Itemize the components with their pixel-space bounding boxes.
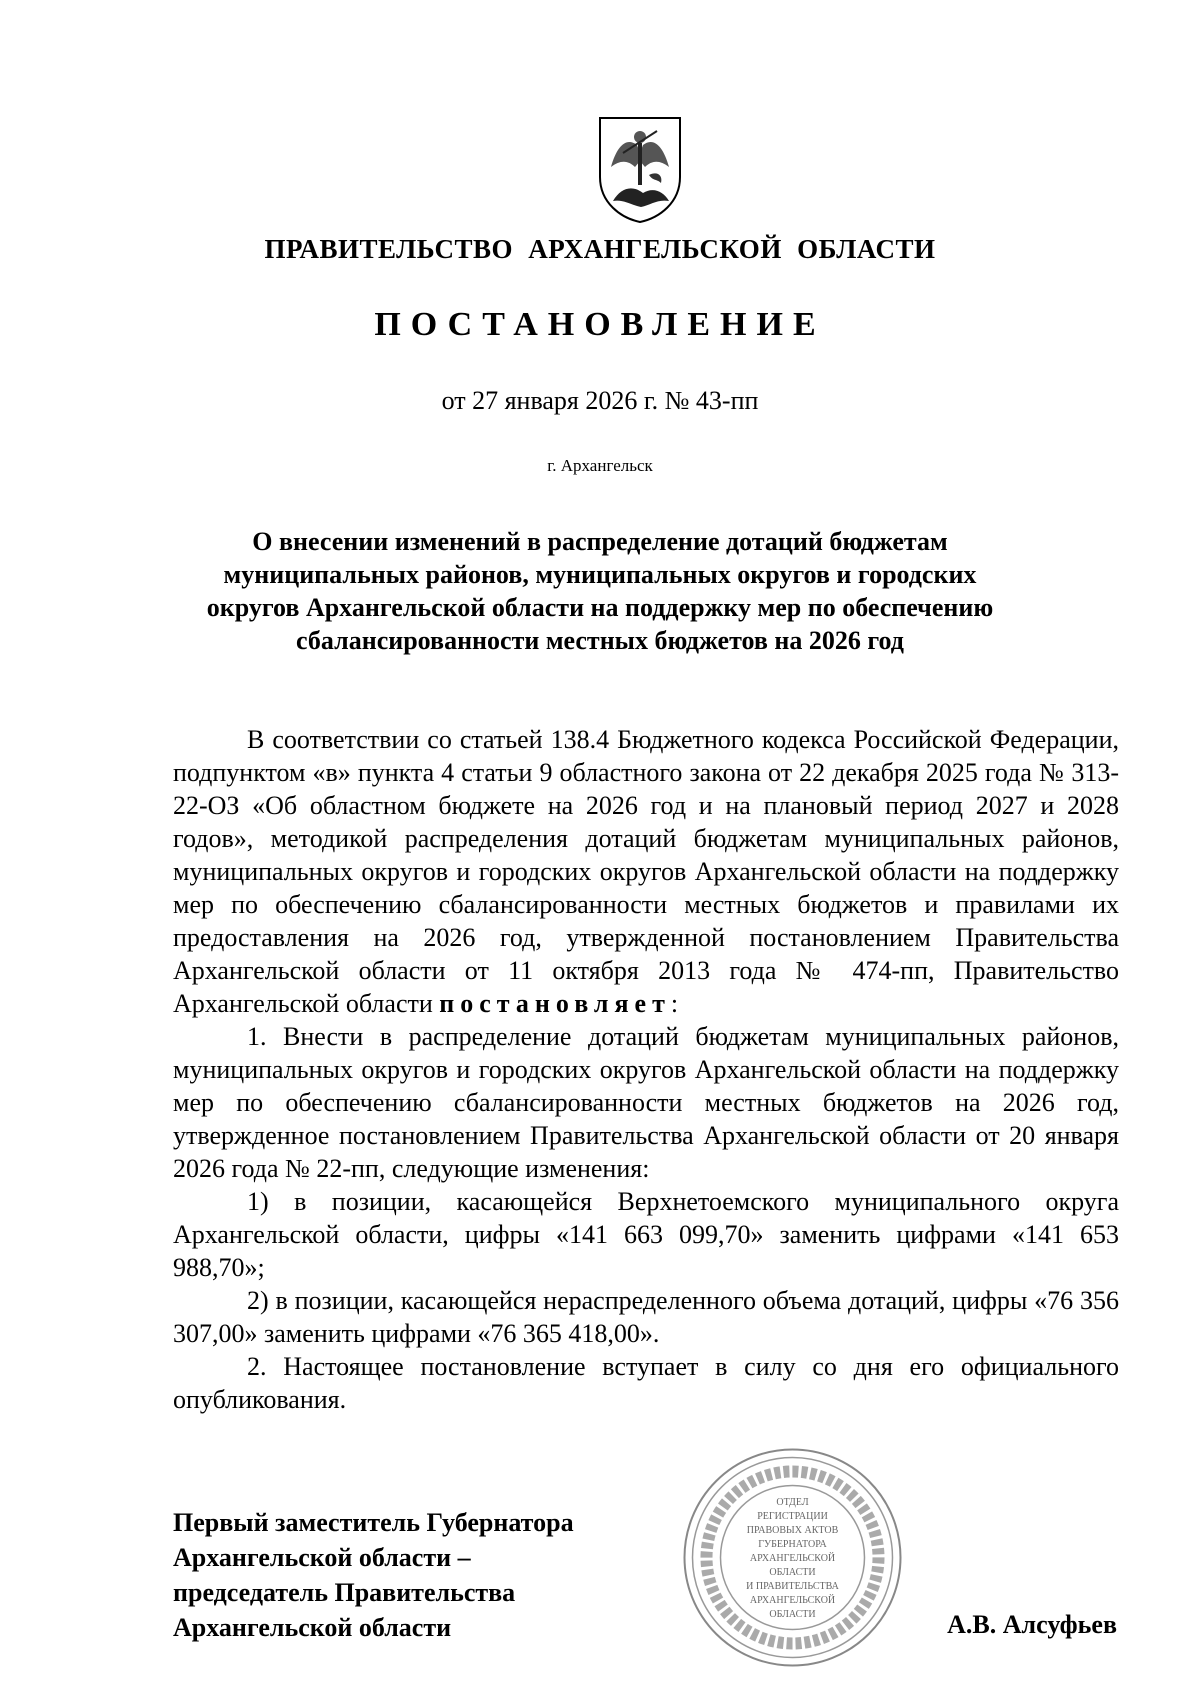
stamp-inner-text [746, 1497, 840, 1620]
preamble-paragraph [173, 723, 1119, 1020]
stamp-line: ГУБЕРНАТОРА [758, 1539, 827, 1550]
signer-line: Первый заместитель Губернатора [173, 1508, 574, 1537]
document-city: г. Архангельск [547, 456, 653, 475]
signer-line: председатель Правительства [173, 1578, 516, 1607]
signer-line: Архангельской области – [173, 1543, 471, 1572]
signer-name: А.В. Алсуфьев [947, 1610, 1117, 1639]
arkhangelsk-coat-of-arms-icon [597, 115, 683, 225]
signer-line: Архангельской области [173, 1613, 452, 1642]
stamp-line: ПРАВОВЫХ АКТОВ [746, 1525, 839, 1536]
stamp-line: АРХАНГЕЛЬСКОЙ [749, 1553, 836, 1564]
item-2-paragraph: 2. Настоящее постановление вступает в силу со дня его официального опубликования. [173, 1352, 1119, 1414]
subitem-1-paragraph: 1) в позиции, касающейся Верхнетоемского муниципального округа Архангельской области, цифры «141 663 099,70» заменить цифрами «141 653 988,70»; [173, 1187, 1119, 1282]
document-date-number: от 27 января 2026 г. № 43-пп [441, 386, 759, 415]
heading-line: О внесении изменений в распределение дотаций бюджетам [252, 527, 948, 556]
government-title: ПРАВИТЕЛЬСТВО АРХАНГЕЛЬСКОЙ ОБЛАСТИ [264, 234, 936, 264]
document-heading [160, 525, 1040, 657]
resolves-colon: : [670, 989, 679, 1018]
resolves-word: постановляет [439, 989, 671, 1018]
heading-line: округов Архангельской области на поддержку мер по обеспечению [206, 593, 994, 622]
signer-position [173, 1505, 693, 1645]
stamp-line: АРХАНГЕЛЬСКОЙ [749, 1595, 836, 1606]
heading-line: муниципальных районов, муниципальных округов и городских [223, 560, 977, 589]
item-1-paragraph: 1. Внести в распределение дотаций бюджетам муниципальных районов, муниципальных округов и городских округов Архангельской области на поддержку мер по обеспечению сбалансированности местных бюджетов на 2026 год, утвержденное постановлением Правительства Архангельской области от 20 января 2026 года № 22-пп, следующие изменения: [173, 1022, 1119, 1183]
stamp-line: ОБЛАСТИ [769, 1567, 816, 1578]
stamp-line: ОБЛАСТИ [769, 1609, 816, 1620]
stamp-line: И ПРАВИТЕЛЬСТВА [746, 1581, 839, 1592]
stamp-line: РЕГИСТРАЦИИ [757, 1511, 828, 1522]
official-round-stamp-icon [680, 1445, 905, 1670]
preamble-text: В соответствии со статьей 138.4 Бюджетного кодекса Российской Федерации, подпунктом «в» пункта 4 статьи 9 областного закона от 22 декабря 2025 года № 313-22-ОЗ «Об областном бюджете на 2026 год и на плановый период 2027 и 2028 годов», методикой распределения дотаций бюджетам муниципальных районов, муниципальных округов и городских округов Архангельской области на поддержку мер по обеспечению сбалансированности местных бюджетов и правилами их предоставления на 2026 год, утвержденной постановлением Правительства Архангельской области от 11 октября 2013 года № 474-пп, Правительство Архангельской области [173, 725, 1119, 1018]
heading-line: сбалансированности местных бюджетов на 2026 год [296, 626, 904, 655]
stamp-line: ОТДЕЛ [776, 1497, 809, 1508]
document-body [173, 723, 1119, 1416]
document-type: ПОСТАНОВЛЕНИЕ [374, 306, 826, 343]
subitem-2-paragraph: 2) в позиции, касающейся нераспределенного объема дотаций, цифры «76 356 307,00» заменить цифрами «76 365 418,00». [173, 1286, 1119, 1348]
